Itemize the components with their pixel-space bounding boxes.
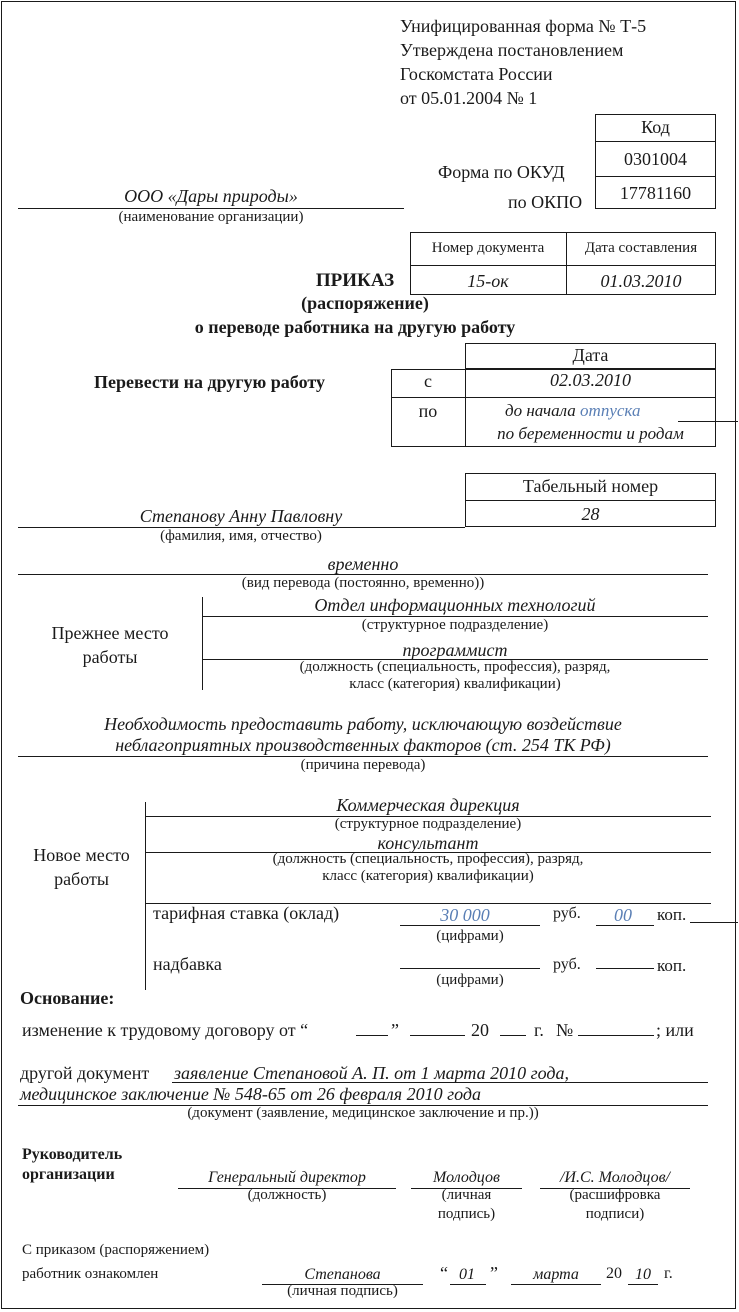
basis-or-text: ; или <box>656 1020 694 1040</box>
head-decoding: /И.С. Молодцов/ <box>559 1169 670 1186</box>
transfer-type-caption: (вид перевода (постоянно, временно)) <box>241 575 485 591</box>
tab-number-value: 28 <box>581 504 600 524</box>
order-title: ПРИКАЗ <box>315 270 395 291</box>
head-label-1: Руководитель <box>22 1146 123 1163</box>
bonus-kop-label: коп. <box>657 956 687 975</box>
basis-contract-text: изменение к трудовому договору от “ <box>22 1020 309 1040</box>
acquaint-month: марта <box>533 1266 579 1283</box>
head-position: Генеральный директор <box>208 1169 366 1186</box>
transfer-type: временно <box>327 554 399 574</box>
acquaint-label-2: работник ознакомлен <box>22 1266 159 1282</box>
code-header: Код <box>641 117 670 137</box>
form-authority: Госкомстата России <box>400 64 553 84</box>
previous-department: Отдел информационных технологий <box>314 595 596 615</box>
transfer-date-header: Дата <box>572 345 609 365</box>
organization-caption: (наименование организации) <box>118 209 304 225</box>
acquaint-year-suffix: г. <box>664 1265 673 1282</box>
new-position-caption-2: класс (категория) квалификации) <box>322 868 534 884</box>
rate-label: тарифная ставка (оклад) <box>153 903 340 923</box>
previous-place-label-2: работы <box>82 647 138 667</box>
basis-year-suffix: г. <box>534 1020 544 1040</box>
rate-kop-label: коп. <box>657 905 687 924</box>
previous-position-caption-1: (должность (специальность, профессия), разряд, <box>299 659 611 675</box>
basis-number-sign: № <box>556 1020 574 1040</box>
transfer-to-label: по <box>418 401 438 421</box>
head-signature-caption-2: подпись) <box>437 1206 496 1222</box>
acquaint-signature-caption: (личная подпись) <box>287 1283 398 1299</box>
doc-date: 01.03.2010 <box>600 271 682 291</box>
transfer-label: Перевести на другую работу <box>94 372 325 392</box>
acquaint-day: 01 <box>459 1266 475 1283</box>
form-date: от 05.01.2004 № 1 <box>400 88 538 108</box>
acquaint-open-quote: “ <box>440 1263 448 1283</box>
okpo-label: по ОКПО <box>508 192 583 212</box>
new-position: консультант <box>377 833 479 853</box>
order-purpose: о переводе работника на другую работу <box>194 317 516 337</box>
new-position-caption-1: (должность (специальность, профессия), разряд, <box>272 851 584 867</box>
previous-position-caption-2: класс (категория) квалификации) <box>349 676 561 692</box>
doc-number: 15-ок <box>467 271 509 291</box>
previous-department-caption: (структурное подразделение) <box>361 617 549 633</box>
bonus-label: надбавка <box>153 954 222 974</box>
acquaint-label-1: С приказом (распоряжением) <box>22 1242 210 1258</box>
transfer-from-label: с <box>424 371 432 391</box>
organization-name: ООО «Дары природы» <box>124 186 298 206</box>
okud-value: 0301004 <box>624 149 687 169</box>
transfer-to-date-part1: до начала отпуска <box>505 401 641 420</box>
transfer-from-date: 02.03.2010 <box>550 370 631 390</box>
new-department-caption: (структурное подразделение) <box>334 816 522 832</box>
other-doc-caption: (документ (заявление, медицинское заключение и пр.)) <box>187 1105 539 1121</box>
basis-quote-close: ” <box>391 1020 399 1040</box>
form-name: Унифицированная форма № Т-5 <box>400 16 647 36</box>
reason-line-2: неблагоприятных производственных факторов (ст. 254 ТК РФ) <box>115 735 611 755</box>
previous-position: программист <box>402 640 508 660</box>
basis-year-prefix: 20 <box>471 1020 489 1040</box>
form-approved: Утверждена постановлением <box>400 40 624 60</box>
head-position-caption: (должность) <box>247 1187 327 1203</box>
bonus-digits-caption: (цифрами) <box>436 972 504 988</box>
okpo-value: 17781160 <box>619 183 692 203</box>
reason-caption: (причина перевода) <box>300 757 426 773</box>
acquaint-year: 10 <box>635 1266 651 1283</box>
doc-number-header: Номер документа <box>431 240 545 256</box>
tab-number-header: Табельный номер <box>522 476 659 496</box>
acquaint-close-quote: ” <box>490 1263 498 1283</box>
head-decoding-caption-2: подписи) <box>585 1206 645 1222</box>
head-signature: Молодцов <box>433 1169 500 1186</box>
employee-name-caption: (фамилия, имя, отчество) <box>160 528 322 544</box>
order-subtitle: (распоряжение) <box>301 293 429 313</box>
reason-line-1: Необходимость предоставить работу, исключающую воздействие <box>104 714 622 734</box>
previous-place-label-1: Прежнее место <box>51 623 169 643</box>
other-doc-label: другой документ <box>20 1063 150 1083</box>
okud-label: Форма по ОКУД <box>438 162 565 182</box>
rate-rub-value: 30 000 <box>440 905 490 925</box>
head-signature-caption-1: (личная <box>441 1187 492 1203</box>
other-doc-value-2: медицинское заключение № 548-65 от 26 февраля 2010 года <box>20 1084 482 1104</box>
acquaint-signature: Степанова <box>304 1266 381 1283</box>
new-department: Коммерческая дирекция <box>336 795 520 815</box>
other-doc-value-1: заявление Степановой А. П. от 1 марта 2010 года, <box>174 1063 570 1083</box>
rate-digits-caption: (цифрами) <box>436 928 504 944</box>
head-label-2: организации <box>22 1166 115 1183</box>
rate-rub-label: руб. <box>553 905 581 922</box>
bonus-rub-label: руб. <box>553 956 581 973</box>
new-place-label-2: работы <box>54 869 109 889</box>
basis-label: Основание: <box>20 988 115 1008</box>
transfer-to-date-part2: по беременности и родам <box>497 424 684 443</box>
doc-date-header: Дата составления <box>584 240 698 256</box>
employee-name: Степанову Анну Павловну <box>139 506 343 526</box>
acquaint-year-prefix: 20 <box>606 1265 622 1282</box>
rate-kop-value: 00 <box>614 905 632 925</box>
new-place-label-1: Новое место <box>33 845 130 865</box>
head-decoding-caption-1: (расшифровка <box>569 1187 661 1203</box>
